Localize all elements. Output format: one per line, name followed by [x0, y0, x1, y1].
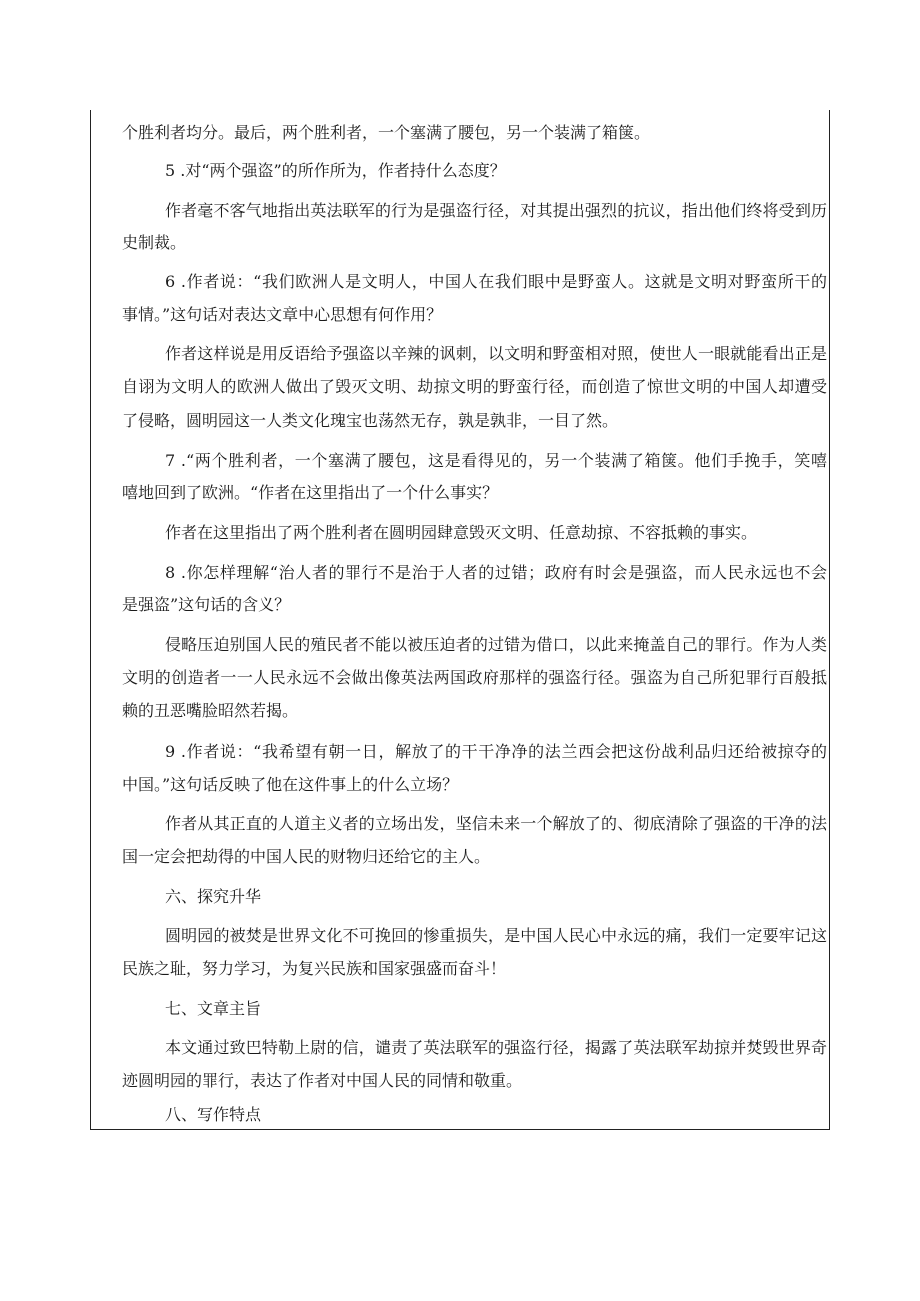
question-9: 9 .作者说：“我希望有朝一日，解放了的干干净净的法兰西会把这份战利品归还给被掠夺的 [165, 742, 827, 761]
question-6: 6 .作者说：“我们欧洲人是文明人，中国人在我们眼中是野蛮人。这就是文明对野蛮所干的 [165, 272, 827, 291]
text-line: 赖的丑恶嘴脸昭然若揭。 [122, 701, 299, 720]
text-line: 作者在这里指出了两个胜利者在圆明园肆意毁灭文明、任意劫掠、不容抵赖的事实。 [165, 523, 758, 542]
text-line: 作者从其正直的人道主义者的立场出发，坚信未来一个解放了的、彻底清除了强盗的干净的法 [165, 814, 827, 833]
text-line: 侵略压迫别国人民的殖民者不能以被压迫者的过错为借口，以此来掩盖自己的罪行。作为人类 [165, 635, 827, 654]
table-cell-frame [90, 110, 830, 1130]
section-heading-8: 八、写作特点 [165, 1105, 262, 1124]
section-heading-6: 六、探究升华 [165, 887, 262, 906]
text-line: 文明的创造者一一人民永远不会做出像英法两国政府那样的强盗行径。强盗为自己所犯罪行百般抵 [122, 668, 827, 687]
question-8: 8 .你怎样理解“治人者的罪行不是治于人者的过错；政府有时会是强盗，而人民永远也不会 [165, 563, 827, 582]
text-line: 嘻地回到了欧洲。“作者在这里指出了一个什么事实？ [122, 483, 499, 502]
text-line: 作者这样说是用反语给予强盗以辛辣的讽刺，以文明和野蛮相对照，使世人一眼就能看出正是 [165, 344, 827, 363]
text-line: 了侵略，圆明园这一人类文化瑰宝也荡然无存，孰是孰非，一目了然。 [122, 411, 619, 430]
question-7: 7 .“两个胜利者，一个塞满了腰包，这是看得见的，另一个装满了箱箧。他们手挽手，笑嘻 [165, 451, 827, 470]
text-line: 作者毫不客气地指出英法联军的行为是强盗行径，对其提出强烈的抗议，指出他们终将受到历 [165, 201, 827, 220]
text-line: 史制裁。 [122, 233, 187, 252]
text-line: 事情。”这句话对表达文章中心思想有何作用？ [122, 305, 443, 324]
text-line: 中国。”这句话反映了他在这件事上的什么立场？ [122, 775, 459, 794]
text-line: 迹圆明园的罪行，表达了作者对中国人民的同情和敬重。 [122, 1071, 523, 1090]
text-line: 国一定会把劫得的中国人民的财物归还给它的主人。 [122, 847, 491, 866]
text-line: 本文通过致巴特勒上尉的信，谴责了英法联军的强盗行径，揭露了英法联军劫掠并焚毁世界奇 [165, 1038, 827, 1057]
question-5: 5 .对“两个强盗”的所作所为，作者持什么态度？ [165, 161, 506, 180]
text-line: 圆明园的被焚是世界文化不可挽回的惨重损失，是中国人民心中永远的痛，我们一定要牢记这 [165, 926, 827, 945]
text-line: 是强盗”这句话的含义？ [122, 595, 291, 614]
section-heading-7: 七、文章主旨 [165, 999, 262, 1018]
text-line: 自诩为文明人的欧洲人做出了毁灭文明、劫掠文明的野蛮行径，而创造了惊世文明的中国人却遭受 [122, 377, 827, 396]
text-line: 民族之耻，努力学习，为复兴民族和国家强盛而奋斗！ [122, 959, 507, 978]
text-line: 个胜利者均分。最后，两个胜利者，一个塞满了腰包，另一个装满了箱箧。 [122, 123, 651, 142]
